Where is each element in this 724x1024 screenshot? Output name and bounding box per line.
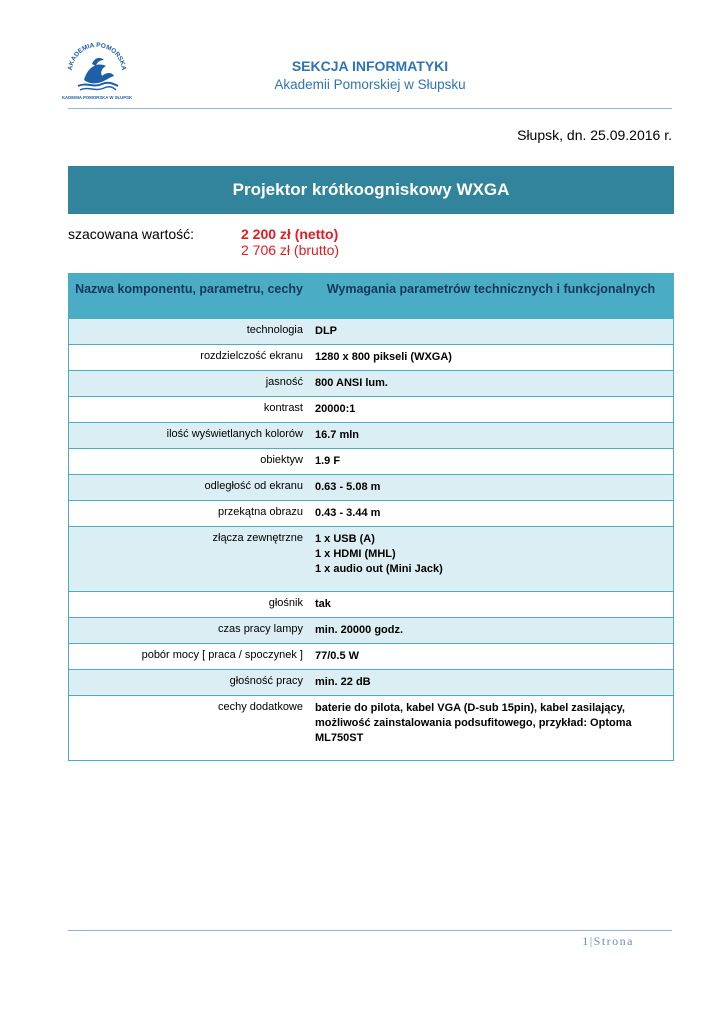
parameter-value-line: 1 x HDMI (MHL) xyxy=(315,548,396,560)
parameter-name: technologia xyxy=(69,319,310,345)
parameter-value xyxy=(309,319,674,345)
parameter-value-line: 20000:1 xyxy=(315,403,356,415)
header xyxy=(200,58,540,92)
table-row xyxy=(69,475,674,501)
specification-table xyxy=(68,273,674,761)
page-number: 1 xyxy=(582,934,590,948)
parameter-value xyxy=(309,618,674,644)
table-row xyxy=(69,319,674,345)
parameter-name: przekątna obrazu xyxy=(69,501,310,527)
parameter-value xyxy=(309,670,674,696)
parameter-value-line: min. 22 dB xyxy=(315,676,371,688)
parameter-value xyxy=(309,644,674,670)
parameter-value-line: 0.43 - 3.44 m xyxy=(315,507,381,519)
university-logo xyxy=(62,36,132,106)
parameter-value xyxy=(309,696,674,761)
table-row xyxy=(69,501,674,527)
parameter-value-line: tak xyxy=(315,598,331,610)
parameter-name: głośność pracy xyxy=(69,670,310,696)
parameter-value-line: 0.63 - 5.08 m xyxy=(315,481,381,493)
parameter-value xyxy=(309,501,674,527)
parameter-value xyxy=(309,397,674,423)
table-body xyxy=(69,319,674,761)
page-label: Strona xyxy=(593,934,634,948)
logo-arc-text: AKADEMIA POMORSKA xyxy=(66,41,128,71)
estimated-value-brutto: 2 706 zł (brutto) xyxy=(241,242,340,258)
page-separator: | xyxy=(589,934,594,948)
parameter-name: głośnik xyxy=(69,592,310,618)
parameter-value xyxy=(309,423,674,449)
parameter-value xyxy=(309,371,674,397)
parameter-name: jasność xyxy=(69,371,310,397)
parameter-name: obiektyw xyxy=(69,449,310,475)
parameter-name: odległość od ekranu xyxy=(69,475,310,501)
parameter-name: cechy dodatkowe xyxy=(69,696,310,761)
parameter-value-line: 1280 x 800 pikseli (WXGA) xyxy=(315,351,452,363)
parameter-value xyxy=(309,475,674,501)
parameter-name: ilość wyświetlanych kolorów xyxy=(69,423,310,449)
table-row xyxy=(69,371,674,397)
parameter-value-line: 1 x USB (A) xyxy=(315,533,375,545)
table-row xyxy=(69,423,674,449)
table-row xyxy=(69,592,674,618)
parameter-value-line: DLP xyxy=(315,325,337,337)
table-row xyxy=(69,618,674,644)
table-row xyxy=(69,527,674,592)
parameter-value-line: 16.7 mln xyxy=(315,429,360,441)
column-header-requirements: Wymagania parametrów technicznych i funkcjonalnych xyxy=(309,274,674,319)
parameter-name: kontrast xyxy=(69,397,310,423)
parameter-value-line: min. 20000 godz. xyxy=(315,624,404,636)
document-title xyxy=(68,166,674,214)
parameter-value-line: 800 ANSI lum. xyxy=(315,377,388,389)
header-divider xyxy=(68,108,672,109)
parameter-value-line: baterie do pilota, kabel VGA (D-sub 15pin), kabel zasilający, xyxy=(315,702,625,714)
parameter-value-line: 77/0.5 W xyxy=(315,650,360,662)
parameter-value-line: ML750ST xyxy=(315,732,364,744)
parameter-value-line: możliwość zainstalowania podsufitowego, przykład: Optoma xyxy=(315,717,632,729)
document-date: Słupsk, dn. 25.09.2016 r. xyxy=(517,127,672,143)
parameter-value xyxy=(309,592,674,618)
header-title: SEKCJA INFORMATYKI xyxy=(291,58,449,74)
table-row xyxy=(69,345,674,371)
logo-bottom-text: AKADEMIA POMORSKA W SŁUPSKU xyxy=(62,95,132,100)
parameter-name: złącza zewnętrzne xyxy=(69,527,310,592)
table-header-row xyxy=(69,274,674,319)
document-title-text: Projektor krótkoogniskowy WXGA xyxy=(232,180,510,199)
parameter-value xyxy=(309,449,674,475)
parameter-value xyxy=(309,527,674,592)
estimated-value-label: szacowana wartość: xyxy=(68,226,195,242)
parameter-name: pobór mocy [ praca / spoczynek ] xyxy=(69,644,310,670)
parameter-value-line: 1 x audio out (Mini Jack) xyxy=(315,563,443,575)
column-header-name: Nazwa komponentu, parametru, cechy xyxy=(69,274,310,319)
table-row xyxy=(69,449,674,475)
parameter-value xyxy=(309,345,674,371)
page-footer xyxy=(582,934,634,949)
parameter-name: rozdzielczość ekranu xyxy=(69,345,310,371)
table-row xyxy=(69,397,674,423)
parameter-name: czas pracy lampy xyxy=(69,618,310,644)
table-row xyxy=(69,644,674,670)
table-row xyxy=(69,670,674,696)
header-subtitle: Akademii Pomorskiej w Słupsku xyxy=(274,77,466,92)
footer-divider xyxy=(68,930,672,931)
parameter-value-line: 1.9 F xyxy=(315,455,341,467)
estimated-value-netto: 2 200 zł (netto) xyxy=(241,226,339,242)
table-row xyxy=(69,696,674,761)
